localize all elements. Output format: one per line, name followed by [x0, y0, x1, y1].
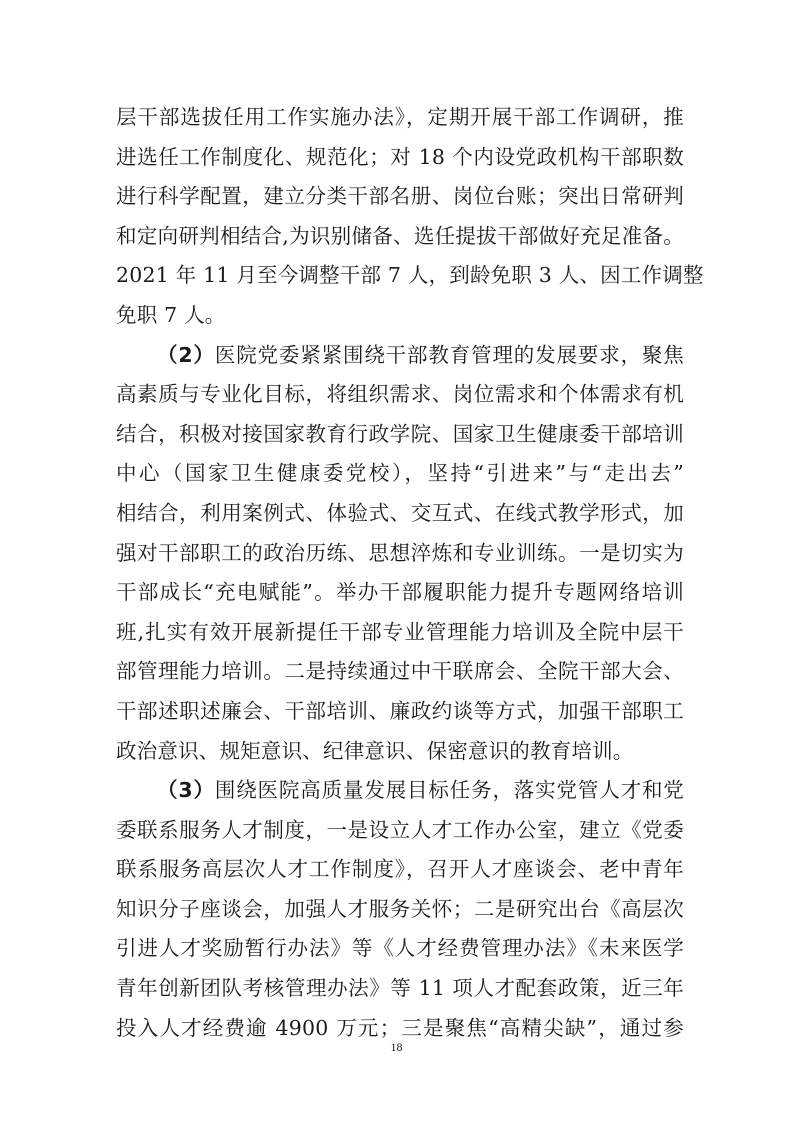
- text-line: 进选任工作制度化、规范化；对 18 个内设党政机构干部职数: [116, 144, 684, 169]
- paragraph-number: （2）: [157, 342, 215, 367]
- text-line: 干部述职述廉会、干部培训、廉政约谈等方式，加强干部职工: [116, 698, 684, 723]
- paragraph-2-first-line: [116, 336, 684, 376]
- text-line: 免职 7 人。: [116, 302, 226, 327]
- text-line: 干部成长“充电赋能”。举办干部履职能力提升专题网络培训: [116, 580, 684, 605]
- text-line: 医院党委紧紧围绕干部教育管理的发展要求，聚焦: [214, 342, 684, 367]
- text-line: 强对干部职工的政治历练、思想淬炼和专业训练。一是切实为: [116, 540, 684, 565]
- text-line: 和定向研判相结合,为识别储备、选任提拔干部做好充足准备。: [116, 223, 684, 248]
- paragraph-3-first-line: [116, 771, 684, 811]
- text-line: 结合，积极对接国家教育行政学院、国家卫生健康委干部培训: [116, 421, 684, 446]
- text-line: 中心（国家卫生健康委党校），坚持“引进来”与“走出去”: [116, 461, 684, 486]
- text-line: 2021 年 11 月至今调整干部 7 人，到龄免职 3 人、因工作调整: [116, 263, 704, 288]
- text-line: 相结合，利用案例式、体验式、交互式、在线式教学形式，加: [116, 500, 684, 525]
- text-line: 政治意识、规矩意识、纪律意识、保密意识的教育培训。: [116, 738, 634, 763]
- body-text: [116, 98, 704, 1048]
- text-line: 进行科学配置，建立分类干部名册、岗位台账；突出日常研判: [116, 184, 684, 209]
- text-line: 围绕医院高质量发展目标任务，落实党管人才和党: [214, 778, 684, 803]
- text-line: 投入人才经费逾 4900 万元；三是聚焦“高精尖缺”，通过参: [116, 1015, 684, 1040]
- page-number: 18: [390, 1040, 403, 1054]
- text-line: 联系服务高层次人才工作制度》，召开人才座谈会、老中青年: [116, 857, 684, 882]
- text-line: 知识分子座谈会，加强人才服务关怀；二是研究出台《高层次: [116, 896, 684, 921]
- text-line: 部管理能力培训。二是持续通过中干联席会、全院干部大会、: [116, 659, 684, 684]
- text-line: 引进人才奖励暂行办法》等《人才经费管理办法》《未来医学: [116, 936, 684, 961]
- text-line: 高素质与专业化目标，将组织需求、岗位需求和个体需求有机: [116, 382, 684, 407]
- text-line: 班,扎实有效开展新提任干部专业管理能力培训及全院中层干: [116, 619, 684, 644]
- text-line: 层干部选拔任用工作实施办法》，定期开展干部工作调研，推: [116, 105, 684, 129]
- text-line: 青年创新团队考核管理办法》等 11 项人才配套政策，近三年: [116, 976, 684, 1001]
- paragraph-number: （3）: [157, 778, 215, 803]
- text-line: 委联系服务人才制度，一是设立人才工作办公室，建立《党委: [116, 817, 684, 842]
